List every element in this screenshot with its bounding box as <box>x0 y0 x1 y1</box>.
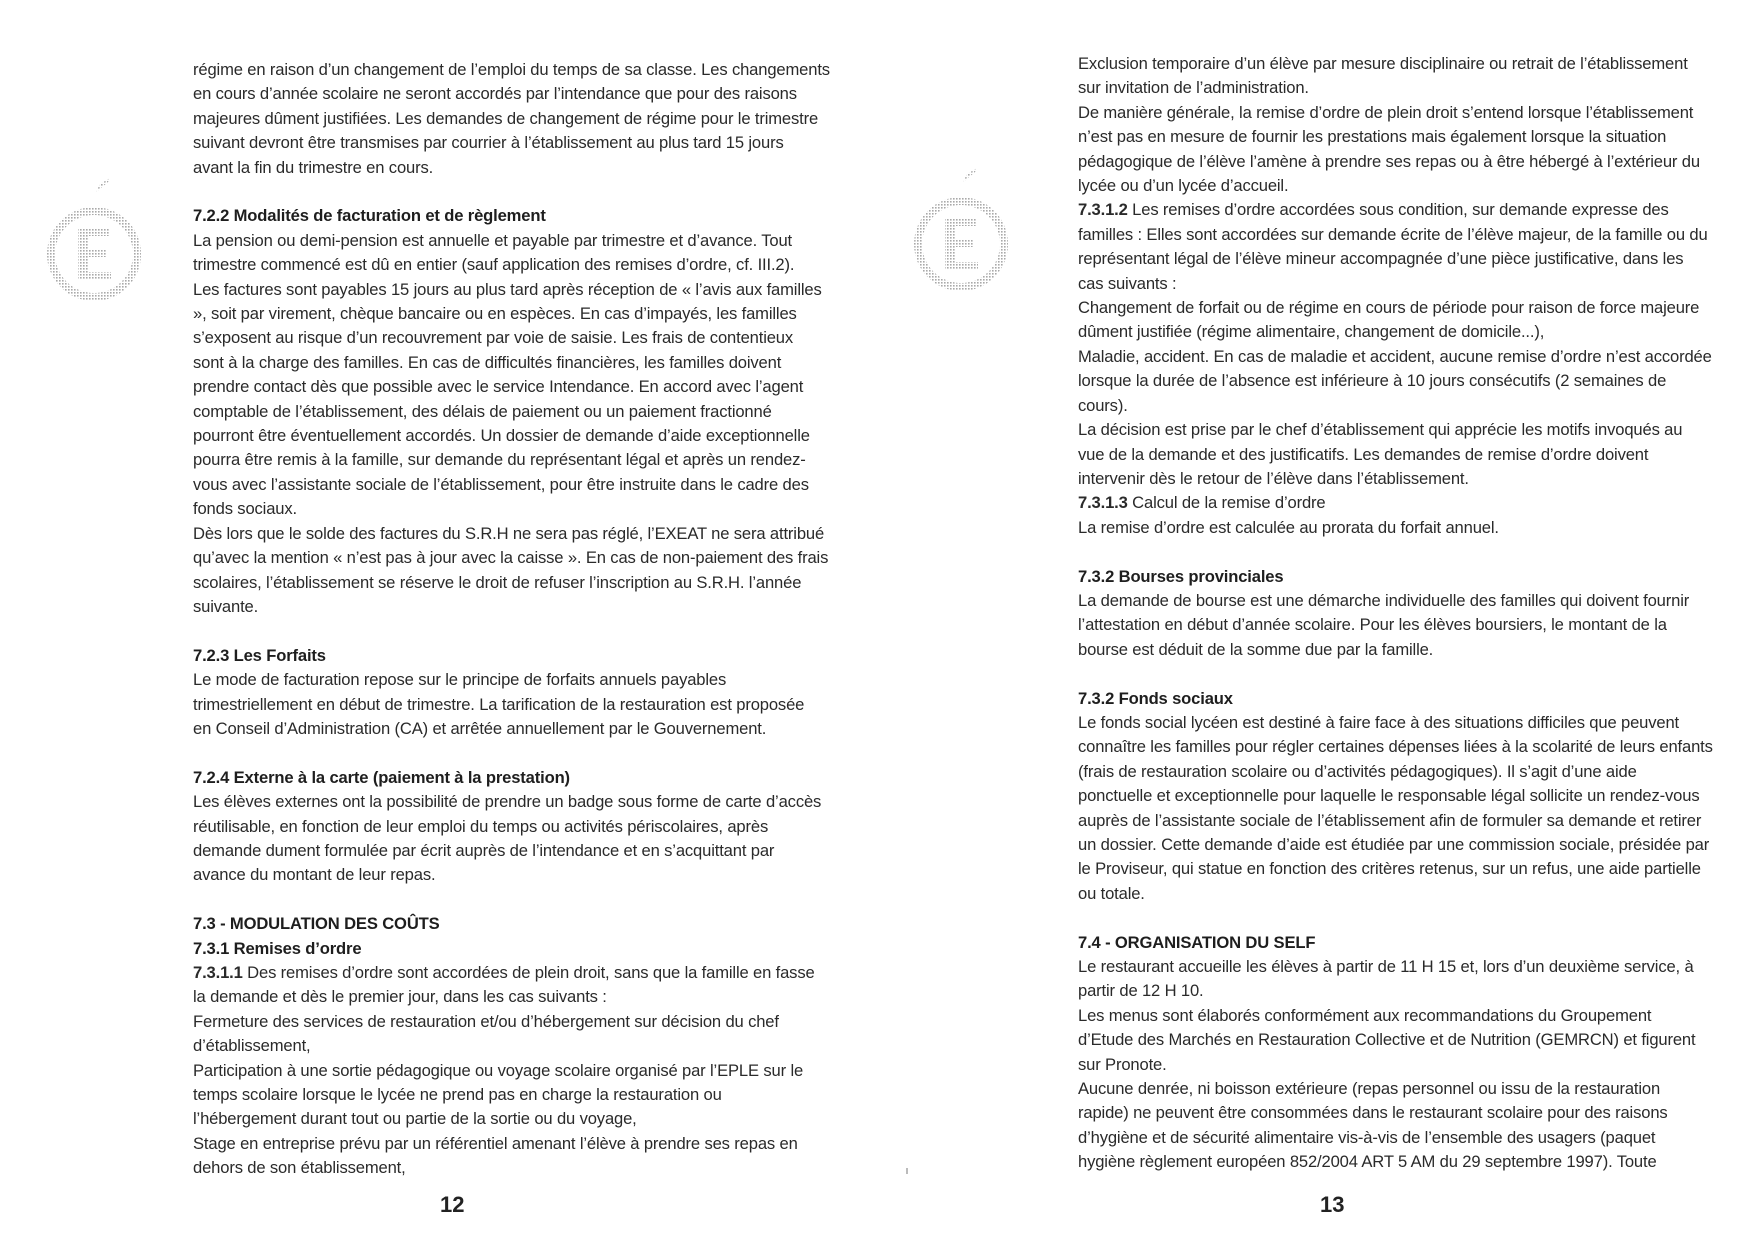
text-line: La demande de bourse est une démarche individuelle des familles qui doivent fournir <box>1078 590 1690 610</box>
text-line: rapide) ne peuvent être consommées dans le restaurant scolaire pour des raisons <box>1078 1103 1668 1123</box>
subsection-number: 7.3.1.3 <box>1078 493 1128 513</box>
text-line: sur Pronote. <box>1078 1054 1167 1074</box>
text-line: Fermeture des services de restauration et/ou d’hébergement sur décision du chef <box>193 1011 779 1031</box>
paragraph-gap <box>193 741 883 765</box>
text-line: avant la fin du trimestre en cours. <box>193 157 434 177</box>
text-line: cours). <box>1078 395 1128 415</box>
text-line: cas suivants : <box>1078 273 1177 293</box>
text-line: fonds sociaux. <box>193 499 297 519</box>
paragraph-gap <box>1078 906 1754 930</box>
text-line: (frais de restauration scolaire ou d’activités pédagogiques). Il s’agit d’une aide <box>1078 761 1637 781</box>
text-line: vue de la demande et des justificatifs. Les demandes de remise d’ordre doivent <box>1078 444 1649 464</box>
section-heading: 7.3.2 Bourses provinciales <box>1078 566 1284 586</box>
text-line: régime en raison d’un changement de l’emploi du temps de sa classe. Les changements <box>193 60 830 79</box>
text-line: s’exposent au risque d’un recouvrement par voie de saisie. Les frais de contentieux <box>193 328 794 348</box>
text-line: en Conseil d’Administration (CA) et arrêtée annuellement par le Gouvernement. <box>193 718 767 738</box>
text-line: pourra être remis à la famille, sur demande du représentant légal et après un rendez- <box>193 450 806 470</box>
text-line <box>1078 198 1754 222</box>
text-line: pourront être éventuellement accordés. Un dossier de demande d’aide exceptionnelle <box>193 426 810 446</box>
text-line: Maladie, accident. En cas de maladie et accident, aucune remise d’ordre n’est accordée <box>1078 346 1712 366</box>
text-line: intervenir dès le retour de l’élève dans l’établissement. <box>1078 468 1469 488</box>
paragraph-gap <box>193 619 883 643</box>
text-line: Aucune denrée, ni boisson extérieure (repas personnel ou issu de la restauration <box>1078 1079 1661 1099</box>
text-line: temps scolaire lorsque le lycée ne prend pas en charge la restauration ou <box>193 1085 722 1104</box>
section-heading: 7.2.4 Externe à la carte (paiement à la prestation) <box>193 767 570 787</box>
section-heading: 7.2.3 Les Forfaits <box>193 645 326 665</box>
text-line <box>1078 491 1754 515</box>
text-line: prendre contact dès que possible avec le service Intendance. En accord avec l’agent <box>193 377 804 397</box>
text-line: le Proviseur, qui statue en fonction des critères retenus, sur un refus, une aide partielle <box>1078 859 1701 879</box>
section-heading: 7.3.2 Fonds sociaux <box>1078 688 1233 708</box>
text-line: d’Etude des Marchés en Restauration Collective et de Nutrition (GEMRCN) et figurent <box>1078 1030 1696 1050</box>
text-line: Stage en entreprise prévu par un référentiel amenant l’élève à prendre ses repas en <box>193 1133 798 1153</box>
section-heading: 7.3.1 Remises d’ordre <box>193 938 362 958</box>
text-line: familles : Elles sont accordées sur demande écrite de l’élève majeur, de la famille ou du <box>1078 224 1708 244</box>
text-line: Les menus sont élaborés conformément aux recommandations du Groupement <box>1078 1005 1652 1025</box>
text-line: bourse est déduit de la somme due par la famille. <box>1078 639 1434 659</box>
paragraph-gap <box>193 180 883 204</box>
text-line: suivant devront être transmises par courrier à l’établissement au plus tard 15 jours <box>193 133 784 153</box>
text-line: La remise d’ordre est calculée au prorata du forfait annuel. <box>1078 517 1499 537</box>
text-line: Participation à une sortie pédagogique ou voyage scolaire organisé par l’EPLE sur le <box>193 1060 804 1080</box>
paragraph-gap <box>1078 662 1754 686</box>
text-line: lorsque la durée de l’absence est inférieure à 10 jours consécutifs (2 semaines de <box>1078 371 1667 391</box>
text-line: sont à la charge des familles. En cas de difficultés financières, les familles doivent <box>193 352 782 372</box>
paragraph-gap <box>1078 540 1754 564</box>
e-emblem-icon <box>911 168 1011 298</box>
page-number: 12 <box>440 1192 465 1217</box>
text-line: La pension ou demi-pension est annuelle et payable par trimestre et d’avance. Tout <box>193 230 792 250</box>
text-line: en cours d’année scolaire ne seront accordés par l’intendance que pour des raisons <box>193 84 797 104</box>
section-heading: 7.4 - ORGANISATION DU SELF <box>1078 932 1316 952</box>
text-line: la demande et dès le premier jour, dans les cas suivants : <box>193 987 607 1007</box>
text-line: majeures dûment justifiées. Les demandes de changement de régime pour le trimestre <box>193 108 819 128</box>
text-line-rest: Les remises d’ordre accordées sous condition, sur demande expresse des <box>1127 200 1669 220</box>
text-line: Dès lors que le solde des factures du S.R.H ne sera pas réglé, l’EXEAT ne sera attribué <box>193 523 825 543</box>
text-line: d’établissement, <box>193 1036 311 1056</box>
text-line: dûment justifiée (régime alimentaire, changement de domicile...), <box>1078 322 1545 342</box>
text-line: l’hébergement durant tout ou partie de la sortie ou du voyage, <box>193 1109 637 1129</box>
text-line: n’est pas en mesure de fournir les prestations mais également lorsque la situation <box>1078 127 1667 147</box>
text-line: d’hygiène et de sécurité alimentaire vis-à-vis de l’ensemble des usagers (paquet <box>1078 1127 1656 1147</box>
text-line: partir de 12 H 10. <box>1078 981 1204 1001</box>
text-line: hygiène règlement européen 852/2004 ART 5 AM du 29 septembre 1997). Toute <box>1078 1152 1657 1172</box>
text-line: auprès de l’assistante sociale de l’établissement afin de formuler sa demande et retirer <box>1078 810 1702 830</box>
page-number: 13 <box>1320 1192 1345 1217</box>
text-line: réutilisable, en fonction de leur emploi du temps ou activités périscolaires, après <box>193 816 769 836</box>
text-line: lycée ou d’un lycée d’accueil. <box>1078 176 1289 196</box>
text-line: demande dument formulée par écrit auprès de l’intendance et en s’acquittant par <box>193 840 775 860</box>
text-line: représentant légal de l’élève mineur accompagnée d’une pièce justificative, dans les <box>1078 249 1684 269</box>
text-line: », soit par virement, chèque bancaire ou en espèces. En cas d’impayés, les familles <box>193 304 797 324</box>
text-line: l’attestation en début d’année scolaire. Pour les élèves boursiers, le montant de la <box>1078 615 1667 635</box>
text-line: scolaires, l’établissement se réserve le droit de refuser l’inscription au S.R.H. l’année <box>193 572 802 592</box>
text-line: Le fonds social lycéen est destiné à faire face à des situations difficiles que peuvent <box>1078 712 1679 732</box>
text-line: Les factures sont payables 15 jours au plus tard après réception de « l’avis aux familles <box>193 279 822 299</box>
text-line: Le restaurant accueille les élèves à partir de 11 H 15 et, lors d’un deuxième service, à <box>1078 956 1694 976</box>
text-line: De manière générale, la remise d’ordre de plein droit s’entend lorsque l’établissement <box>1078 102 1694 122</box>
paragraph-gap <box>193 888 883 912</box>
page-right <box>877 0 1754 1240</box>
text-line: connaître les familles pour régler certaines dépenses liées à la scolarité de leurs enfants <box>1078 737 1713 757</box>
text-line: dehors de son établissement, <box>193 1158 406 1178</box>
subsection-number: 7.3.1.2 <box>1078 200 1128 220</box>
scan-speck <box>906 1168 908 1174</box>
text-line: ou totale. <box>1078 883 1145 903</box>
section-heading: 7.2.2 Modalités de facturation et de règlement <box>193 206 546 226</box>
text-line: Changement de forfait ou de régime en cours de période pour raison de force majeure <box>1078 298 1700 318</box>
text-line: un dossier. Cette demande d’aide est étudiée par une commission sociale, présidée par <box>1078 834 1710 854</box>
text-line: comptable de l’établissement, des délais de paiement ou un paiement fractionné <box>193 401 772 421</box>
text-line <box>193 961 883 985</box>
text-line: trimestriellement en début de trimestre. La tarification de la restauration est proposée <box>193 694 805 714</box>
text-line: sur invitation de l’administration. <box>1078 78 1309 98</box>
text-line: Le mode de facturation repose sur le principe de forfaits annuels payables <box>193 670 727 690</box>
text-line: suivante. <box>193 596 259 616</box>
text-line-rest: Des remises d’ordre sont accordées de plein droit, sans que la famille en fasse <box>242 962 815 982</box>
subsection-number: 7.3.1.1 <box>193 962 243 982</box>
text-line-rest: Calcul de la remise d’ordre <box>1127 493 1326 513</box>
text-line: vous avec l’assistante sociale de l’établissement, pour être instruite dans le cadre des <box>193 474 809 494</box>
text-line: pédagogique de l’élève l’amène à prendre ses repas ou à être hébergé à l’extérieur du <box>1078 151 1700 171</box>
right-page-text <box>1078 52 1754 1175</box>
section-heading: 7.3 - MODULATION DES COÛTS <box>193 914 440 934</box>
text-line: trimestre commencé est dû en entier (sauf application des remises d’ordre, cf. III.2). <box>193 255 795 275</box>
text-line: Les élèves externes ont la possibilité de prendre un badge sous forme de carte d’accès <box>193 792 822 812</box>
text-line: La décision est prise par le chef d’établissement qui apprécie les motifs invoqués au <box>1078 420 1683 440</box>
text-line: qu’avec la mention « n’est pas à jour avec la caisse ». En cas de non-paiement des frais <box>193 548 829 568</box>
text-line: avance du montant de leur repas. <box>193 865 436 885</box>
left-page-text <box>193 58 883 1181</box>
e-emblem-icon <box>44 178 144 308</box>
text-line: ponctuelle et exceptionnelle pour laquelle le responsable légal sollicite un rendez-vous <box>1078 786 1700 806</box>
text-line: Exclusion temporaire d’un élève par mesure disciplinaire ou retrait de l’établissement <box>1078 54 1688 73</box>
